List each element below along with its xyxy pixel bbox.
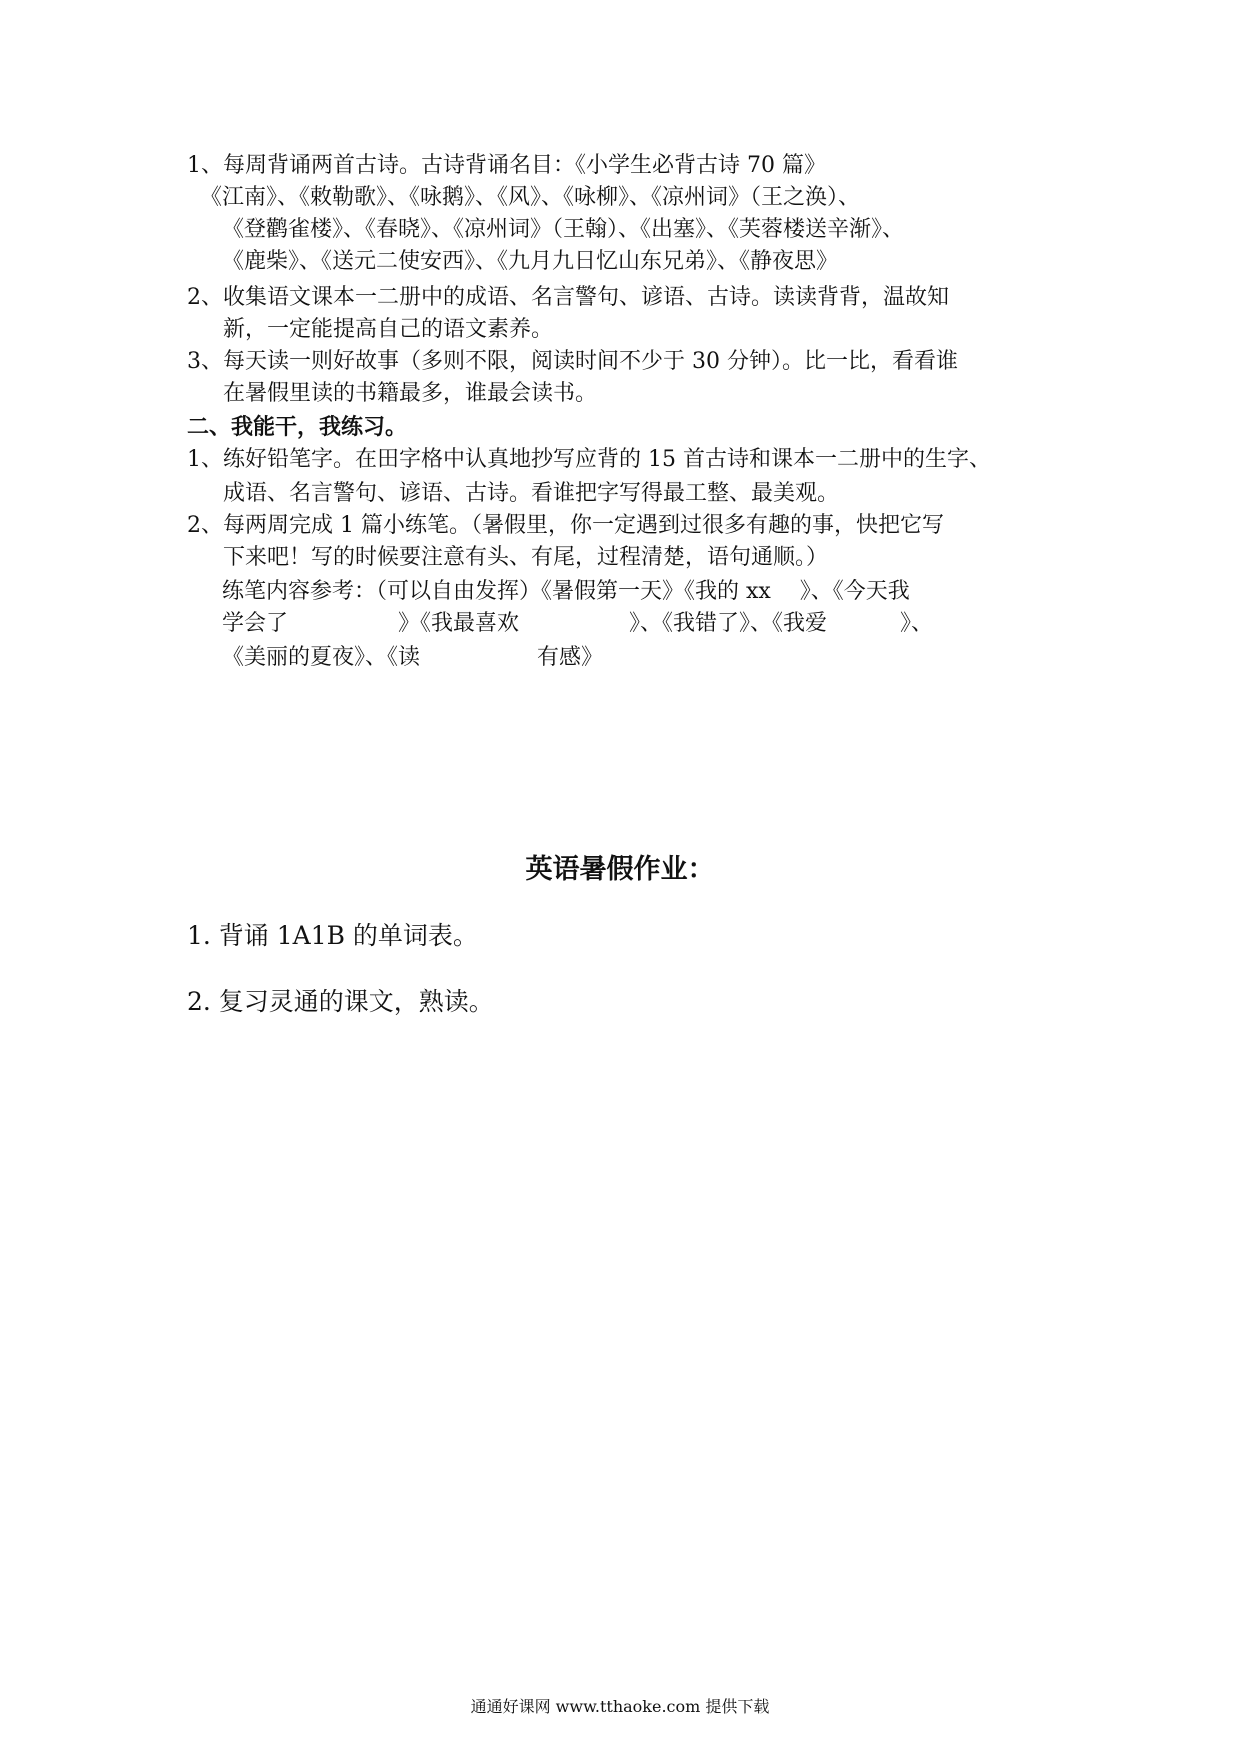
writing-topics-line-1: 练笔内容参考：（可以自由发挥）《暑假第一天》《我的 xx 》、《今天我 (222, 579, 910, 604)
chinese-item-2-cont: 新，一定能提高自己的语文素养。 (223, 317, 554, 342)
practice-item-2-cont: 下来吧！写的时候要注意有头、有尾，过程清楚，语句通顺。） (223, 545, 829, 570)
practice-item-1: 1、练好铅笔字。在田字格中认真地抄写应背的 15 首古诗和课本一二册中的生字、 (187, 447, 991, 472)
english-item-2: 2. 复习灵通的课文，熟读。 (187, 987, 494, 1016)
practice-item-2: 2、每两周完成 1 篇小练笔。（暑假里，你一定遇到过很多有趣的事，快把它写 (187, 513, 944, 538)
poem-list-line-1: 《江南》、《敕勒歌》、《咏鹅》、《风》、《咏柳》、《凉州词》（王之涣）、 (200, 185, 861, 210)
english-item-1: 1. 背诵 1A1B 的单词表。 (187, 921, 478, 950)
chinese-item-3-cont: 在暑假里读的书籍最多，谁最会读书。 (223, 381, 598, 406)
english-homework-title: 英语暑假作业： (525, 854, 715, 885)
chinese-item-2: 2、收集语文课本一二册中的成语、名言警句、谚语、古诗。读读背背，温故知 (187, 285, 949, 310)
chinese-item-3: 3、每天读一则好故事（多则不限，阅读时间不少于 30 分钟）。比一比，看看谁 (187, 349, 958, 374)
practice-item-1-cont: 成语、名言警句、谚语、古诗。看谁把字写得最工整、最美观。 (223, 481, 840, 506)
writing-topics-line-3: 《美丽的夏夜》、《读 有感》 (222, 645, 603, 670)
chinese-item-1: 1、每周背诵两首古诗。古诗背诵名目：《小学生必背古诗 70 篇》 (187, 153, 826, 178)
poem-list-line-3: 《鹿柴》、《送元二使安西》、《九月九日忆山东兄弟》、《静夜思》 (222, 249, 839, 274)
writing-topics-line-2: 学会了 》《我最喜欢 》、《我错了》、《我爱 》、 (222, 611, 933, 636)
section-heading-practice: 二、我能干，我练习。 (187, 415, 408, 440)
page-footer: 通通好课网 www.tthaoke.com 提供下载 (470, 1697, 770, 1716)
poem-list-line-2: 《登鹳雀楼》、《春晓》、《凉州词》（王翰）、《出塞》、《芙蓉楼送辛渐》、 (222, 217, 905, 242)
